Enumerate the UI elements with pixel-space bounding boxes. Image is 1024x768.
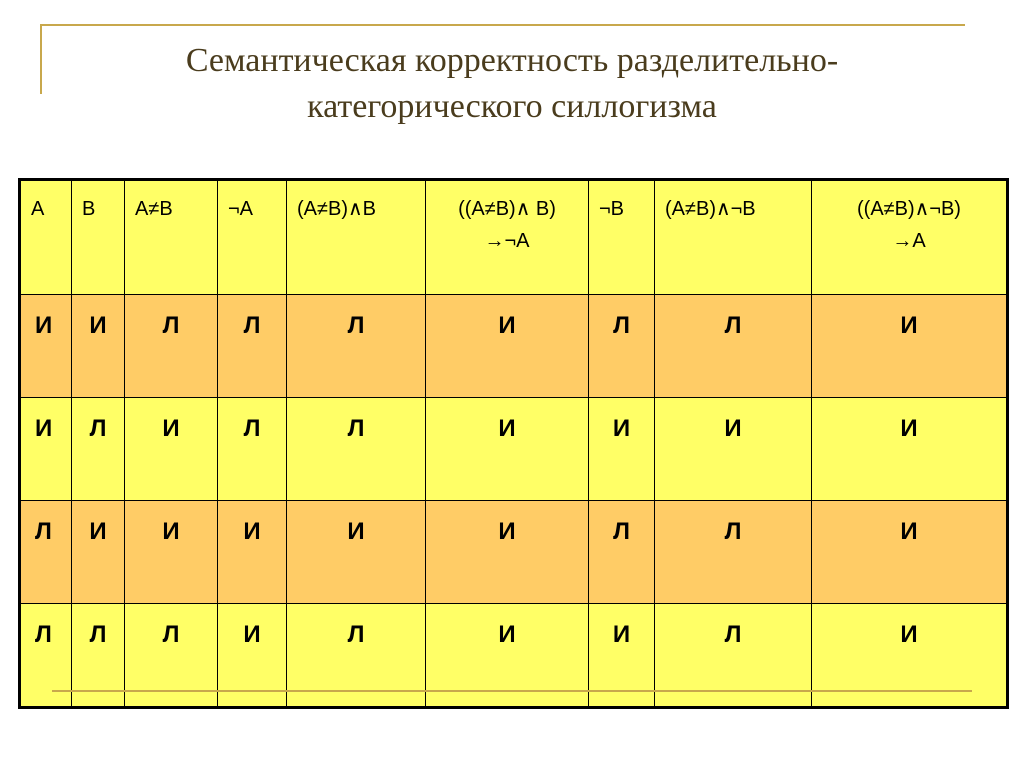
table-cell: И (426, 398, 589, 501)
decor-line-bottom (52, 690, 972, 692)
table-cell: Л (20, 604, 72, 708)
slide-title-line-2: категорического силлогизма (307, 88, 717, 125)
slide-title-line-1: Семантическая корректность разделительно- (185, 42, 839, 79)
table-cell: И (589, 604, 655, 708)
header-cell-not-a: ¬A (218, 180, 287, 295)
table-cell: Л (287, 295, 426, 398)
table-cell: Л (655, 604, 812, 708)
table-row (20, 295, 1008, 398)
table-cell: Л (287, 604, 426, 708)
table-cell: И (655, 398, 812, 501)
table-cell: Л (125, 604, 218, 708)
table-cell: И (812, 501, 1008, 604)
table-cell: И (812, 398, 1008, 501)
header-cell-b: B (72, 180, 125, 295)
table-cell: Л (72, 398, 125, 501)
header-cell-implication-not-a: ((A≠B)∧ B) →¬A (426, 180, 589, 295)
table-cell: И (287, 501, 426, 604)
table-cell: И (20, 398, 72, 501)
header-cell-not-b: ¬B (589, 180, 655, 295)
table-cell: Л (20, 501, 72, 604)
table-cell: Л (218, 398, 287, 501)
slide-title (60, 38, 964, 130)
table-cell: И (812, 604, 1008, 708)
decor-line-left (40, 24, 42, 94)
table-cell: Л (655, 501, 812, 604)
table-row (20, 501, 1008, 604)
table-cell: И (72, 295, 125, 398)
table-cell: И (72, 501, 125, 604)
decor-line-top (40, 24, 965, 26)
table-cell: И (218, 604, 287, 708)
table-cell: Л (589, 501, 655, 604)
table-cell: И (218, 501, 287, 604)
table-cell: И (426, 604, 589, 708)
header-cell-xor-and-b: (A≠B)∧B (287, 180, 426, 295)
table-header-row (20, 180, 1008, 295)
table-cell: Л (655, 295, 812, 398)
header-cell-implication-a: ((A≠B)∧¬B) →A (812, 180, 1008, 295)
table-cell: Л (218, 295, 287, 398)
header-cell-a: A (20, 180, 72, 295)
truth-table (18, 178, 1009, 709)
table-cell: Л (72, 604, 125, 708)
table-cell: И (125, 501, 218, 604)
table-cell: И (20, 295, 72, 398)
table-cell: Л (287, 398, 426, 501)
table-cell: И (426, 295, 589, 398)
table-cell: И (125, 398, 218, 501)
table-cell: И (589, 398, 655, 501)
header-cell-a-xor-b: A≠B (125, 180, 218, 295)
table-row (20, 398, 1008, 501)
table-cell: И (426, 501, 589, 604)
table-cell: Л (589, 295, 655, 398)
table-cell: Л (125, 295, 218, 398)
header-cell-xor-and-not-b: (A≠B)∧¬B (655, 180, 812, 295)
table-cell: И (812, 295, 1008, 398)
